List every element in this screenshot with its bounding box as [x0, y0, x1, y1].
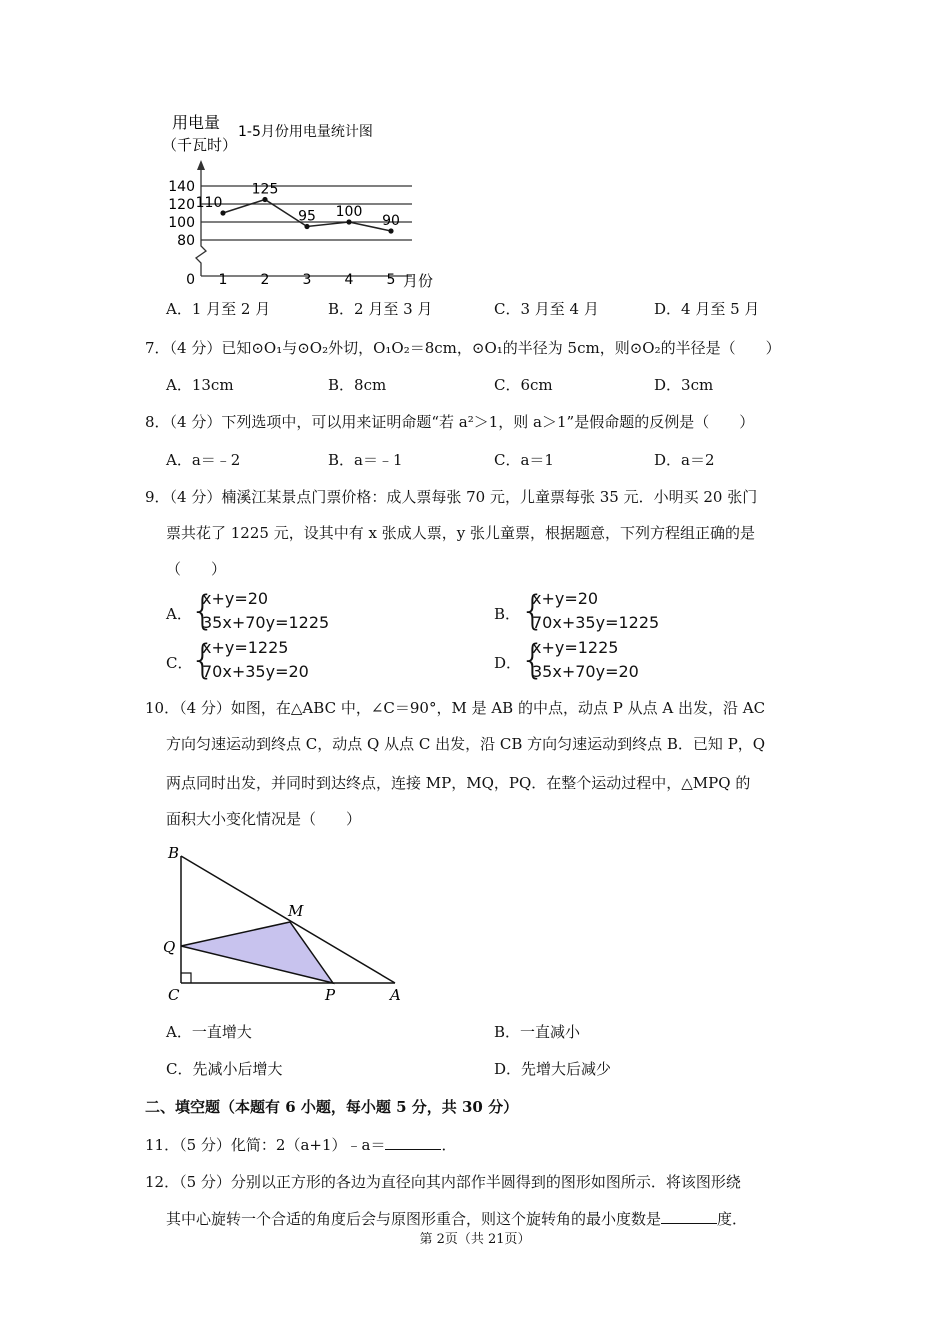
q9-line-2: 票共花了 1225 元，设其中有 x 张成人票，y 张儿童票，根据题意，下列方程组正确的是 — [166, 524, 755, 542]
q9-option-d-label[interactable]: D． — [494, 654, 522, 672]
chart-ylabel-2: （千瓦时） — [162, 136, 238, 154]
q6-option-b[interactable]: B．2 月至 3 月 — [328, 300, 433, 318]
data-label: 110 — [195, 195, 223, 211]
q6-option-c[interactable]: C．3 月至 4 月 — [494, 300, 599, 318]
x-tick-label: 5 — [386, 272, 396, 288]
right-angle-mark — [181, 973, 191, 983]
q9-option-b-label[interactable]: B． — [494, 605, 521, 623]
q11-answer-blank[interactable] — [385, 1135, 441, 1150]
q12-line-1: 12．（5 分）分别以正方形的各边为直径向其内部作半圆得到的图形如图所示．将该图形绕 — [145, 1173, 741, 1191]
q10-option-c[interactable]: C．先减小后增大 — [166, 1060, 283, 1078]
data-point — [262, 197, 267, 202]
q10-option-a[interactable]: A．一直增大 — [166, 1023, 252, 1041]
fig-label-c: C — [168, 986, 180, 1004]
triangle-figure — [160, 838, 410, 1008]
q7-stem: 7．（4 分）已知⊙O₁与⊙O₂外切，O₁O₂＝8cm，⊙O₁的半径为 5cm，则⊙O₂的半径是（ ） — [145, 339, 781, 357]
x-tick-label: 4 — [344, 272, 354, 288]
q9-option-d-system[interactable] — [520, 638, 670, 688]
data-label: 90 — [382, 213, 400, 229]
electricity-line-chart — [160, 108, 460, 293]
q11-end: ． — [441, 1136, 457, 1154]
fig-label-p: P — [325, 986, 336, 1004]
q10-line-3: 两点同时出发，并同时到达终点，连接 MP，MQ，PQ．在整个运动过程中，△MPQ 的 — [166, 774, 751, 792]
q9-option-c-system[interactable] — [190, 638, 340, 688]
data-label: 95 — [298, 208, 316, 225]
x-tick-label: 1 — [218, 272, 228, 288]
fig-label-m: M — [288, 902, 304, 920]
q11 — [145, 1134, 456, 1155]
q12-line-2 — [166, 1208, 747, 1229]
fig-label-q: Q — [163, 938, 176, 956]
q7-option-c[interactable]: C．6cm — [494, 376, 553, 394]
q9-line-1: 9．（4 分）楠溪江某景点门票价格：成人票每张 70 元，儿童票每张 35 元．小明买 20 张门 — [145, 488, 758, 506]
q9-b-eq2: 70x+35y=1225 — [532, 613, 660, 632]
q8-option-b[interactable]: B．a＝﹣1 — [328, 451, 403, 469]
chart-ylabel-1: 用电量 — [172, 113, 221, 132]
q9-option-a-system[interactable] — [190, 589, 340, 639]
q9-a-eq2: 35x+70y=1225 — [202, 613, 330, 632]
y-tick-label: 80 — [177, 233, 195, 249]
fig-label-a: A — [390, 986, 401, 1004]
q9-option-b-system[interactable] — [520, 589, 670, 639]
q9-c-eq1: x+y=1225 — [202, 638, 289, 657]
q9-option-a-label[interactable]: A． — [166, 605, 192, 623]
q10-option-d[interactable]: D．先增大后减少 — [494, 1060, 612, 1078]
x-tick-label: 2 — [260, 272, 270, 288]
q10-line-1: 10．（4 分）如图，在△ABC 中，∠C＝90°，M 是 AB 的中点，动点 P 从点 A 出发，沿 AC — [145, 699, 766, 717]
q9-option-c-label[interactable]: C． — [166, 654, 193, 672]
q10-option-b[interactable]: B．一直减小 — [494, 1023, 581, 1041]
q11-text: 11．（5 分）化简：2（a+1）﹣a＝ — [145, 1136, 386, 1154]
y-tick-label: 140 — [168, 179, 195, 195]
brace-icon: { — [190, 588, 216, 634]
q6-option-d[interactable]: D．4 月至 5 月 — [654, 300, 760, 318]
q9-c-eq2: 70x+35y=20 — [202, 662, 309, 681]
data-label: 125 — [251, 181, 279, 198]
data-label: 100 — [335, 204, 363, 220]
q7-option-b[interactable]: B．8cm — [328, 376, 387, 394]
y-tick-label: 100 — [168, 215, 195, 231]
triangle-mpq — [181, 922, 333, 983]
fig-label-b: B — [168, 844, 180, 862]
q7-option-d[interactable]: D．3cm — [654, 376, 714, 394]
data-point — [388, 228, 393, 233]
q8-option-c[interactable]: C．a＝1 — [494, 451, 554, 469]
brace-icon: { — [520, 637, 546, 683]
q7-option-a[interactable]: A．13cm — [166, 376, 234, 394]
x-tick-label: 3 — [302, 272, 312, 288]
q9-line-3: （ ） — [166, 560, 227, 578]
y-axis-arrow-icon — [197, 160, 205, 170]
q12-text: 其中心旋转一个合适的角度后会与原图形重合，则这个旋转角的最小度数是 — [166, 1210, 662, 1228]
q9-d-eq2: 35x+70y=20 — [532, 662, 639, 681]
page-footer: 第 2页（共 21页） — [419, 1232, 531, 1247]
q10-line-4: 面积大小变化情况是（ ） — [166, 810, 362, 828]
data-point — [220, 210, 225, 215]
data-point — [346, 219, 351, 224]
q12-answer-blank[interactable] — [661, 1209, 717, 1224]
q9-b-eq1: x+y=20 — [532, 589, 599, 608]
data-point — [304, 224, 309, 229]
origin-label: 0 — [186, 272, 195, 288]
q9-a-eq1: x+y=20 — [202, 589, 269, 608]
q8-option-d[interactable]: D．a＝2 — [654, 451, 715, 469]
brace-icon: { — [520, 588, 546, 634]
q8-option-a[interactable]: A．a＝﹣2 — [166, 451, 241, 469]
q8-stem: 8．（4 分）下列选项中，可以用来证明命题“若 a²＞1，则 a＞1”是假命题的反例是（ ） — [145, 413, 755, 431]
chart-title: 1-5月份用电量统计图 — [238, 124, 373, 140]
q10-line-2: 方向匀速运动到终点 C，动点 Q 从点 C 出发，沿 CB 方向匀速运动到终点 B．已知 P，Q — [166, 735, 766, 753]
q6-option-a[interactable]: A．1 月至 2 月 — [166, 300, 271, 318]
section-2-heading: 二、填空题（本题有 6 小题，每小题 5 分，共 30 分） — [145, 1098, 519, 1116]
q12-end: 度． — [717, 1210, 748, 1228]
y-axis — [196, 166, 206, 276]
q9-d-eq1: x+y=1225 — [532, 638, 619, 657]
brace-icon: { — [190, 637, 216, 683]
x-axis-label: 月份 — [403, 272, 434, 290]
y-tick-label: 120 — [168, 197, 195, 213]
